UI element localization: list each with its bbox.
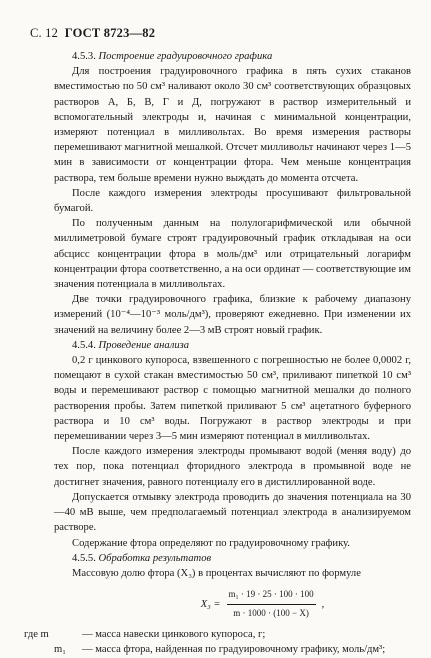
section-number: 4.5.5. [72,552,96,564]
section-title: Построение градуировочного графика [98,51,273,62]
legend-row [54,642,411,657]
section-heading-4-5-5 [54,551,411,566]
page-number: С. 12 [30,26,59,40]
paragraph: После каждого измерения электроды промывают водой (меняя воду) до тех пор, пока потенциал фторидного электрода в промывной воде не достигнет значения, равного потенциалу его в дистиллированной воде. [54,446,411,488]
formula [114,587,411,621]
paragraph: Допускается отмывку электрода проводить до значения потенциала на 30—40 мВ выше, чем предполагаемый потенциал электрода в анализируемом растворе. [54,491,411,534]
section-number: 4.5.3. [72,51,96,62]
section-heading-4-5-4 [54,338,411,353]
paragraph: Две точки градуировочного графика, близкие к рабочему диапазону измерений (10⁻⁴—10⁻³ моль/дм³), проверяют ежедневно. При изменении их значений на величину более 2—3 мВ строят новый график. [54,294,411,336]
paragraph: Для построения градуировочного графика в пять сухих стаканов вместимостью по 50 см³ наливают около 30 см³ соответствующих образцовых растворов А, Б, В, Г и Д, погружают в раствор измерительный и вспомогательный электроды и, начиная с минимальной концентрации, измеряют потенциал в милливольтах. Во время измерения растворы перемешивают магнитной мешалкой. Отсчет милливольт начинают через 1—5 мин в зависимости от концентрации фтора. Чем меньше концентрация раствора, тем больше времени нужно выждать до момента отсчета. [54,66,411,184]
paragraph: Массовую долю фтора (X₃) в процентах вычисляют по формуле [72,567,361,579]
legend-text: — масса навески цинкового купороса, г; [82,629,266,641]
paragraph: Содержание фтора определяют по градуировочному графику. [72,537,350,549]
legend-symbol: где m [24,629,49,641]
formula-tail: , [321,598,325,610]
section-title: Проведение анализа [98,339,190,351]
section-number: 4.5.4. [72,339,96,351]
document-body [24,49,411,658]
paragraph: По полученным данным на полулогарифмической или обычной миллиметровой бумаге строят градуировочный график откладывая на оси абсцисс концентрации фтора в моль/дм³ или отрицательный логарифм концентрации фтора соответственно, а на оси ординат — соответствующие им значения потенциала в милливольтах. [54,218,411,291]
legend-symbol: m₁ [54,644,66,656]
section-heading-4-5-3 [54,49,411,64]
page-header [30,26,155,41]
formula-fraction [227,587,316,620]
formula-denominator: m · 1000 · (100 − X) [233,607,309,618]
legend-row [24,627,411,642]
standard-code: ГОСТ 8723—82 [64,26,156,40]
paragraph: 0,2 г цинкового купороса, взвешенного с погрешностью не более 0,0002 г, помещают в сухой стакан вместимостью 50 см³, приливают пипеткой 10 см³ воды и перемешивают раствор с помощью магнитной мешалки до полного растворения пробы. Затем пипеткой приливают 5 см³ ацетатного буферного раствора и 10 см³ воды. Погружают в раствор электроды и при перемешивании через 3—5 мин измеряют потенциал в милливольтах. [54,355,411,443]
paragraph: После каждого измерения электроды просушивают фильтровальной бумагой. [54,187,411,215]
legend-text: — масса фтора, найденная по градуировочному графику, моль/дм³; [82,644,386,656]
section-title: Обработка результатов [98,552,212,564]
formula-lhs: X₃ = [200,598,221,610]
formula-numerator: m₁ · 19 · 25 · 100 · 100 [227,587,316,604]
